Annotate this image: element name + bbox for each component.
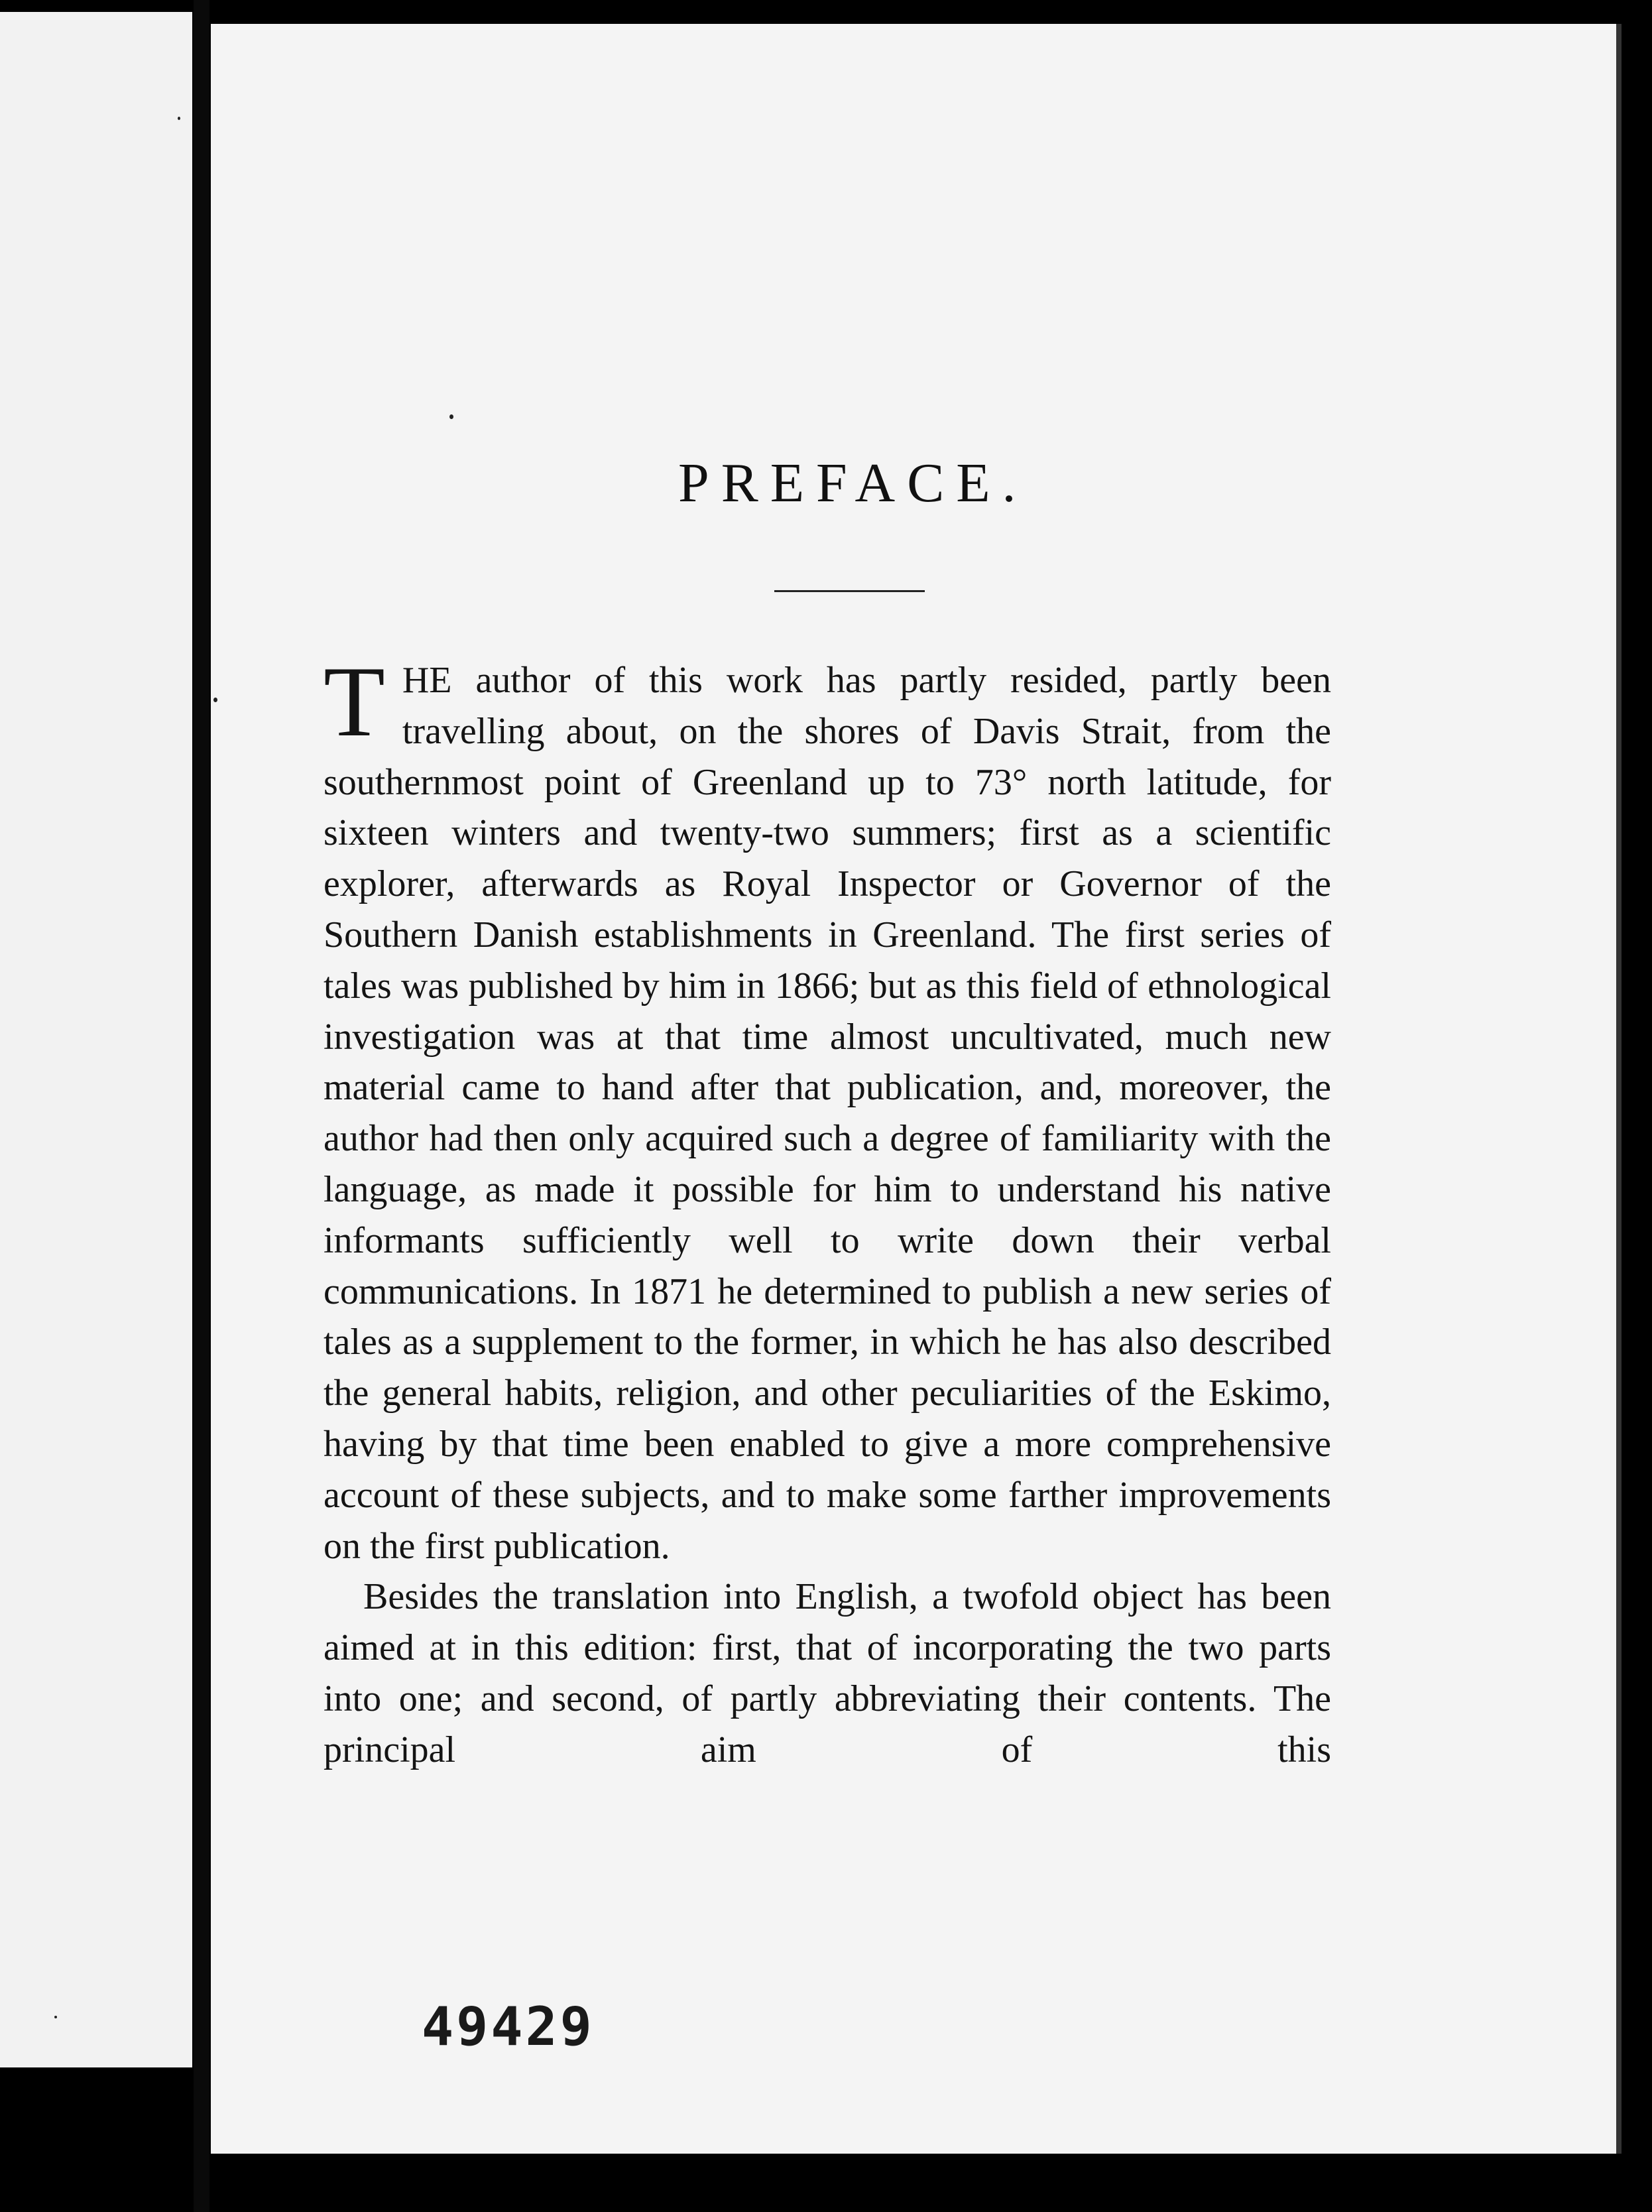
page-title: PREFACE. xyxy=(678,452,1028,514)
accession-stamp: 49429 xyxy=(422,1996,595,2058)
paragraph-1 xyxy=(324,646,1331,1571)
ink-speck xyxy=(178,117,180,120)
ink-speck xyxy=(54,2016,57,2018)
facing-page-edge xyxy=(0,12,192,2067)
book-gutter xyxy=(194,0,209,2212)
paragraph-2: Besides the translation into English, a twofold object has been aimed at in this edition: first, that of incorporating the two parts into one; and second, of partly abbreviating their contents. The principal aim of this xyxy=(324,1576,1331,1770)
body-text xyxy=(324,646,1331,1776)
drop-cap: T xyxy=(324,646,385,757)
ink-speck xyxy=(449,414,453,419)
title-rule xyxy=(774,590,925,592)
paragraph-1-text: HE author of this work has partly resided, partly been travelling about, on the shores of Davis Strait, from the southernmost point of Greenland up to 73° north latitude, for sixteen winters and twenty-two summers; first as a scientific explorer, afterwards as Royal Inspector or Governor of the Southern Danish establishments in Greenland. The first series of tales was published by him in 1866; but as this field of ethnological investigation was at that time almost uncultivated, much new material came to hand after that publication, and, moreover, the author had then only acquired such a degree of familiarity with the language, as made it possible for him to understand his native informants sufficiently well to write down their verbal communications. In 1871 he determined to publish a new series of tales as a supplement to the former, in which he has also described the general habits, religion, and other peculiarities of the Eskimo, having by that time been enabled to give a more comprehensive account of these subjects, and to make some farther improvements on the first publication. xyxy=(324,660,1331,1567)
ink-speck xyxy=(213,698,217,702)
